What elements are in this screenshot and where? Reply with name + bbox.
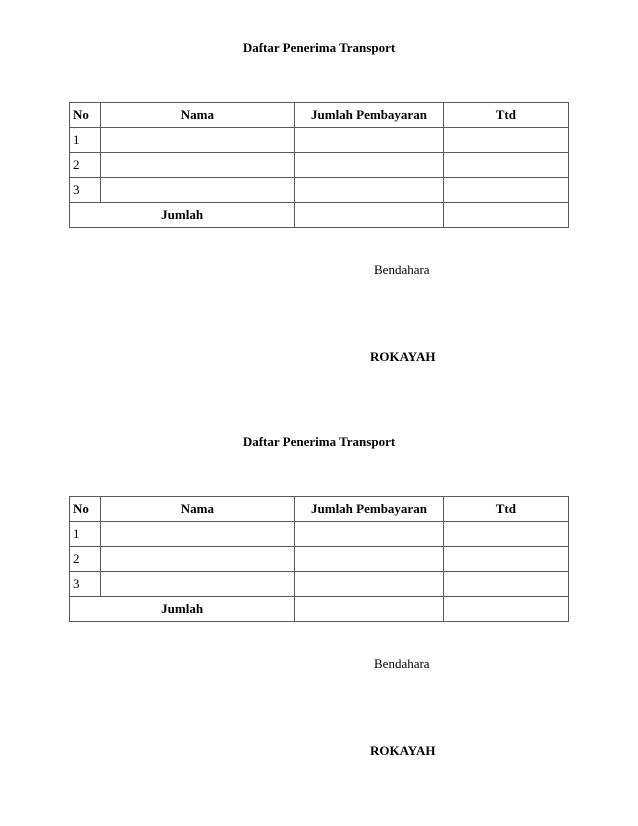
signature-cell (443, 128, 568, 153)
signature-cell (443, 522, 568, 547)
payment-amount-cell (295, 547, 443, 572)
total-signature-cell (443, 203, 568, 228)
row-number: 2 (70, 153, 101, 178)
row-number: 2 (70, 547, 101, 572)
table-header-row (70, 103, 569, 128)
table-header-row (70, 497, 569, 522)
table-row (70, 547, 569, 572)
signer-name: ROKAYAH (370, 743, 436, 758)
row-number: 1 (70, 522, 101, 547)
column-header-ttd: Ttd (443, 497, 568, 522)
table-row (70, 128, 569, 153)
column-header-no: No (70, 497, 101, 522)
total-amount-cell (295, 203, 443, 228)
total-label: Jumlah (70, 203, 295, 228)
payment-amount-cell (295, 572, 443, 597)
total-amount-cell (295, 597, 443, 622)
row-number: 3 (70, 572, 101, 597)
total-label: Jumlah (70, 597, 295, 622)
column-header-jumlah-pembayaran: Jumlah Pembayaran (295, 103, 443, 128)
document-title: Daftar Penerima Transport (242, 434, 396, 449)
payment-amount-cell (295, 128, 443, 153)
name-cell (100, 522, 295, 547)
column-header-jumlah-pembayaran: Jumlah Pembayaran (295, 497, 443, 522)
payment-amount-cell (295, 522, 443, 547)
name-cell (100, 153, 295, 178)
treasurer-label: Bendahara (374, 656, 430, 671)
total-row (70, 203, 569, 228)
table-row (70, 178, 569, 203)
signer-name: ROKAYAH (370, 349, 436, 364)
signature-cell (443, 178, 568, 203)
signature-cell (443, 572, 568, 597)
name-cell (100, 547, 295, 572)
document-title: Daftar Penerima Transport (242, 40, 396, 55)
table-row (70, 153, 569, 178)
payment-amount-cell (295, 153, 443, 178)
name-cell (100, 128, 295, 153)
name-cell (100, 572, 295, 597)
column-header-ttd: Ttd (443, 103, 568, 128)
total-row (70, 597, 569, 622)
name-cell (100, 178, 295, 203)
column-header-nama: Nama (100, 103, 295, 128)
column-header-no: No (70, 103, 101, 128)
column-header-nama: Nama (100, 497, 295, 522)
total-signature-cell (443, 597, 568, 622)
signature-cell (443, 153, 568, 178)
signature-cell (443, 547, 568, 572)
table-row (70, 572, 569, 597)
row-number: 1 (70, 128, 101, 153)
row-number: 3 (70, 178, 101, 203)
table-row (70, 522, 569, 547)
recipients-table (69, 496, 569, 622)
recipients-table (69, 102, 569, 228)
payment-amount-cell (295, 178, 443, 203)
treasurer-label: Bendahara (374, 262, 430, 277)
